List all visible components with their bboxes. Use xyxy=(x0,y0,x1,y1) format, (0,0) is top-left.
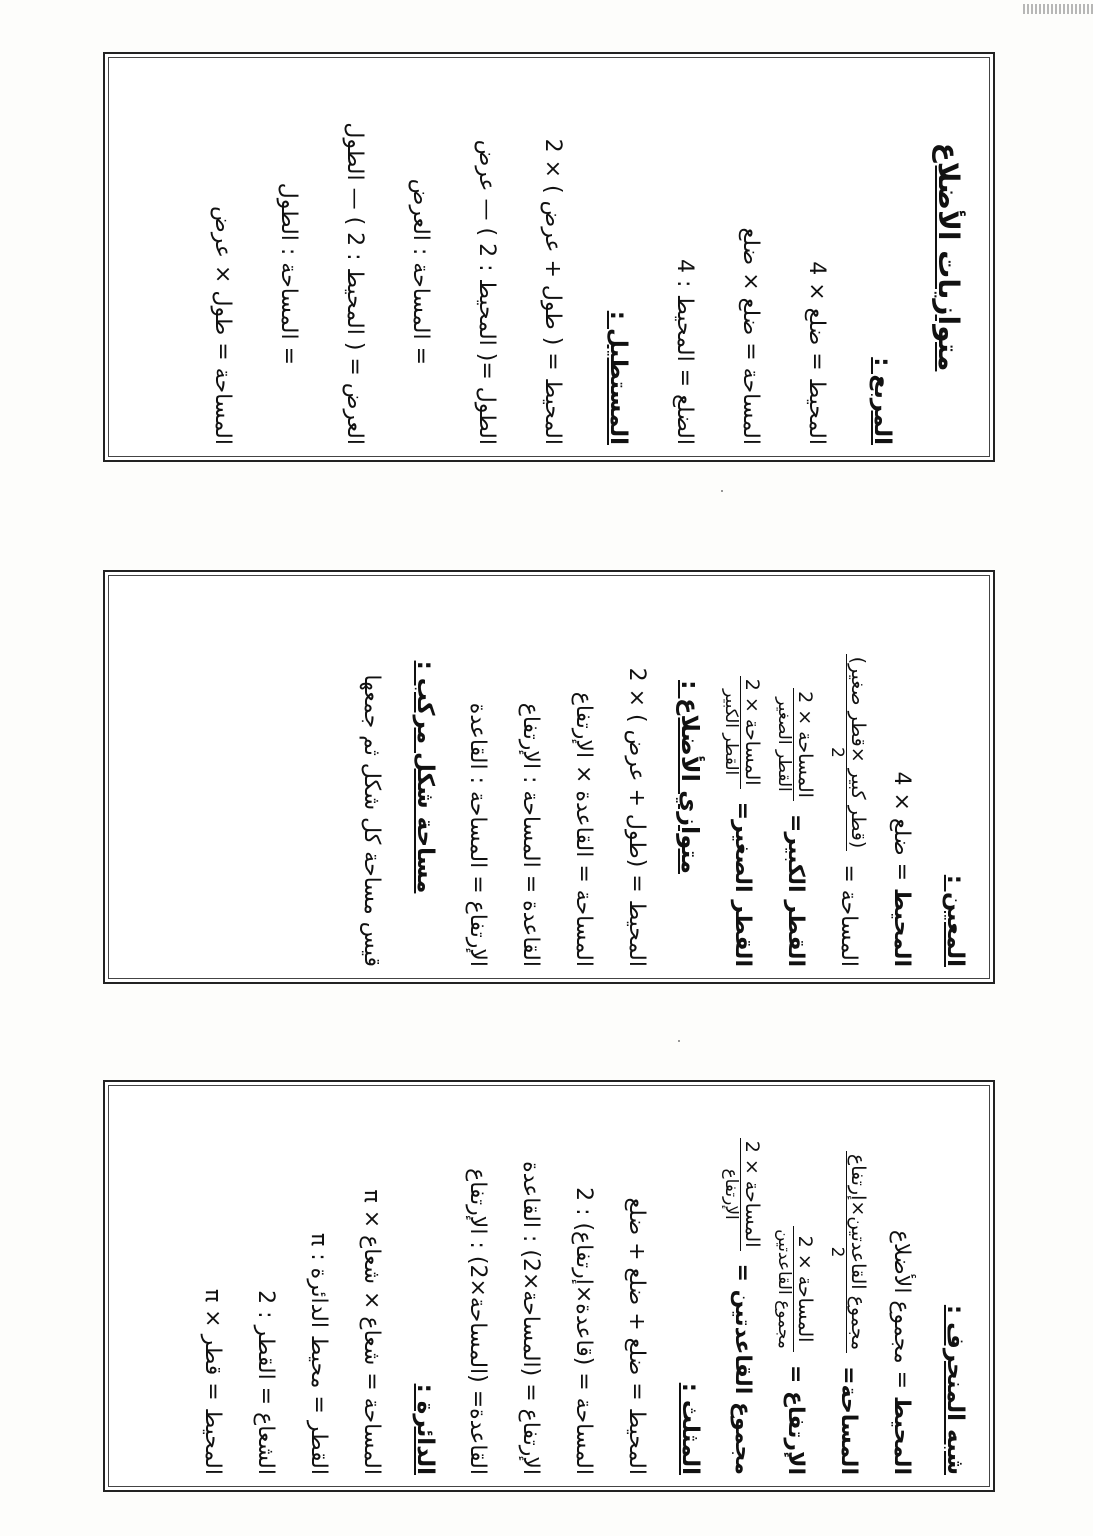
small-diagonal xyxy=(716,587,769,967)
para-area: المساحة = القاعدة × الإرتفاع xyxy=(571,691,596,967)
circle-heading: الدائرة : xyxy=(412,1383,438,1475)
trap-perimeter xyxy=(875,1097,928,1475)
circle-diameter: القطر = محيط الدائرة : π xyxy=(306,1233,331,1475)
formula-label: القطر الصغير= xyxy=(730,801,755,967)
rhombus-area xyxy=(822,587,875,967)
fraction-denominator: 2 xyxy=(827,1246,848,1258)
perimeter-term: المحيط xyxy=(889,1396,914,1475)
tri-area: المساحة = (قاعدة×إرتفاع) : 2 xyxy=(571,1187,596,1475)
big-diagonal xyxy=(769,587,822,967)
rect-perimeter: المحيط = ( طول + عرض ) × 2 xyxy=(540,138,565,445)
rect-width-2: = المساحة : الطول xyxy=(276,182,301,365)
rectangle-heading: المستطيل : xyxy=(605,310,631,445)
fraction-numerator: مجموع القاعدتين×إرتفاع xyxy=(846,1151,868,1353)
formula-label: الإرتفاع = xyxy=(783,1364,808,1475)
panel-trapezoid-triangle-circle xyxy=(103,1080,995,1492)
trap-height xyxy=(769,1097,822,1475)
rect-width-1: العرض = ( المحيط : 2 ) — الطول xyxy=(342,122,367,445)
panel-content xyxy=(107,1083,991,1489)
area-label: المساحة = xyxy=(836,864,861,967)
tri-perimeter: المحيط = ضلع + ضلع + ضلع xyxy=(624,1197,649,1475)
tri-height: الإرتفاع = (المساحة×2) : القاعدة xyxy=(518,1161,543,1475)
rhombus-heading: المعين : xyxy=(942,874,968,967)
trapezoid-heading: شبه المنحرف : xyxy=(942,1304,968,1475)
fraction-denominator: 2 xyxy=(827,747,848,758)
fraction-numerator: (قطر كبير ×قطر صغير) xyxy=(846,654,868,852)
panel-parallelograms xyxy=(103,52,995,462)
square-side: الضلع = المحيط : 4 xyxy=(672,259,697,445)
parallelogram-heading: متوازي الأضلاع : xyxy=(676,680,704,874)
trap-bases xyxy=(716,1097,769,1475)
formula-fraction xyxy=(775,688,816,801)
triangle-heading: المثلث : xyxy=(677,1382,703,1475)
fraction-numerator: المساحة × 2 xyxy=(740,1138,762,1251)
perimeter-rest: = مجموع الأضلاع xyxy=(889,1229,914,1397)
para-height: الإرتفاع = المساحة : القاعدة xyxy=(465,702,490,967)
composite-text: قيس مساحة كل شكل ثم جمعها xyxy=(359,674,384,967)
fraction-denominator: مجموع القاعدتين xyxy=(774,1229,795,1349)
circle-perimeter: المحيط = قطر × π xyxy=(200,1288,225,1475)
fraction-denominator: الإرتفاع xyxy=(721,1168,742,1220)
square-heading: المربع : xyxy=(869,357,895,445)
trap-area xyxy=(822,1097,875,1475)
fraction-numerator: المساحة × 2 xyxy=(740,676,762,789)
rhombus-perimeter xyxy=(875,587,928,967)
area-fraction xyxy=(828,654,869,852)
scan-artifact xyxy=(1023,4,1093,14)
para-base: القاعدة = المساحة : الإرتفاع xyxy=(518,702,543,967)
panel-content xyxy=(107,55,991,459)
square-perimeter: المحيط = ضلع × 4 xyxy=(804,261,829,445)
fraction-denominator: القطر الصغير xyxy=(774,697,795,792)
fraction-numerator: المساحة × 2 xyxy=(793,688,815,801)
fraction-numerator: المساحة × 2 xyxy=(793,1226,815,1352)
rect-area: المساحة = طول × عرض xyxy=(210,206,235,445)
square-area: المساحة = ضلع × ضلع xyxy=(738,227,763,445)
rect-length-2: = المساحة : العرض xyxy=(408,178,433,365)
scan-speck xyxy=(721,490,723,492)
area-label: المساحة= xyxy=(836,1366,861,1475)
perimeter-term: المحيط xyxy=(889,888,914,967)
scan-speck xyxy=(678,1040,680,1042)
para-perimeter: المحيط = (طول + عرض ) × 2 xyxy=(624,667,649,967)
area-fraction xyxy=(828,1151,869,1353)
panel-content xyxy=(107,573,991,981)
formula-label: القطر الكبير= xyxy=(783,813,808,967)
formula-fraction xyxy=(775,1226,816,1352)
formula-label: مجموع القاعدتين = xyxy=(730,1263,755,1475)
page-title: متوازيات الأضلاع xyxy=(932,142,965,372)
composite-heading: مساحة شكل مركب : xyxy=(412,660,438,894)
circle-radius: الشعاع = القطر : 2 xyxy=(253,1290,278,1475)
fraction-denominator: القطر الكبير xyxy=(721,689,742,776)
formula-fraction xyxy=(722,676,763,789)
formula-fraction xyxy=(722,1138,763,1251)
perimeter-rest: = ضلع × 4 xyxy=(889,771,914,889)
panel-rhombus-parallelogram xyxy=(103,570,995,984)
tri-base: القاعدة= (المساحة×2) : الإرتفاع xyxy=(465,1168,490,1475)
rect-length-1: الطول =( المحيط : 2 ) — عرض xyxy=(474,139,499,445)
circle-area: المساحة = شعاع × شعاع × π xyxy=(359,1189,384,1475)
